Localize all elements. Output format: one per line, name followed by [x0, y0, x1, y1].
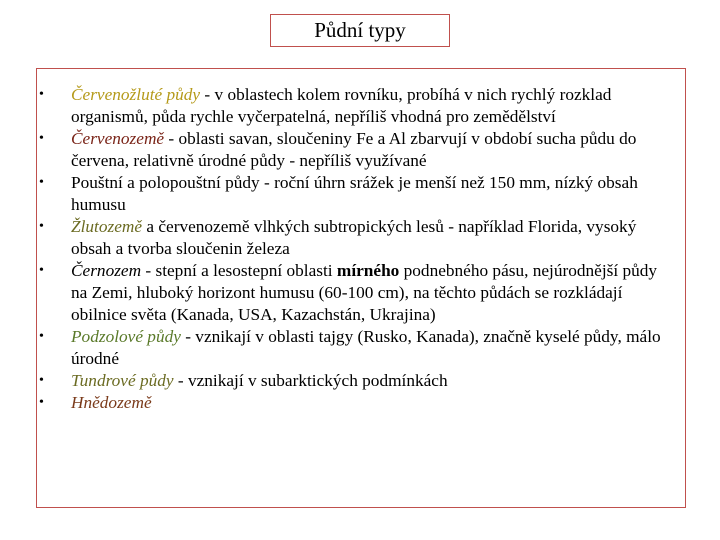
- item-text-bold: mírného: [336, 261, 400, 280]
- bullet-icon: •: [39, 219, 44, 234]
- list-item: [36, 260, 676, 326]
- term-cervenozlute: Červenožluté půdy: [71, 85, 201, 104]
- item-text: - oblasti savan, sloučeniny Fe a Al zbarvují v období sucha půdu do červena, relativně úrodné půdy - nepříliš využívané: [71, 129, 637, 170]
- bullet-icon: •: [39, 87, 44, 102]
- list-item: [36, 370, 676, 392]
- list-item: [36, 326, 676, 370]
- item-text: - vznikají v oblasti tajgy (Rusko, Kanada), značně kyselé půdy, málo úrodné: [71, 327, 661, 368]
- bullet-icon: •: [39, 175, 44, 190]
- soil-type-list: [36, 84, 676, 414]
- item-text: Pouštní a polopouštní půdy - roční úhrn srážek je menší než 150 mm, nízký obsah humusu: [71, 173, 638, 214]
- item-text: a červenozemě vlhkých subtropických lesů - například Florida, vysoký obsah a tvorba sloučenin železa: [71, 217, 637, 258]
- list-item: [36, 216, 676, 260]
- list-item: [36, 392, 676, 414]
- list-item: [36, 84, 676, 128]
- bullet-icon: •: [39, 395, 44, 410]
- item-text: - vznikají v subarktických podmínkách: [173, 371, 448, 390]
- item-text: - v oblastech kolem rovníku, probíhá v nich rychlý rozklad organismů, půda rychle vyčerpatelná, nepříliš vhodná pro zemědělství: [71, 85, 612, 126]
- item-text: - stepní a lesostepní oblasti: [141, 261, 337, 280]
- page-title-text: Půdní typy: [314, 18, 406, 42]
- list-item: [36, 128, 676, 172]
- term-tundrove: Tundrové půdy: [71, 371, 174, 390]
- bullet-icon: •: [39, 263, 44, 278]
- term-hnedozeme: Hnědozemě: [71, 393, 152, 412]
- term-podzolove: Podzolové půdy: [71, 327, 181, 346]
- term-zlutozeme: Žlutozemě: [71, 217, 143, 236]
- page-title: [270, 14, 450, 47]
- list-item: [36, 172, 676, 216]
- item-text: podnebného pásu, nejúrodnější půdy na Zemi, hluboký horizont humusu (60-100 cm), na těchto půdách se rozkládají obilnice světa (Kanada, USA, Kazachstán, Ukrajina): [71, 261, 658, 324]
- term-cernozem: Černozem: [71, 261, 142, 280]
- bullet-icon: •: [39, 131, 44, 146]
- bullet-icon: •: [39, 329, 44, 344]
- term-cervenozeme: Červenozemě: [71, 129, 165, 148]
- bullet-icon: •: [39, 373, 44, 388]
